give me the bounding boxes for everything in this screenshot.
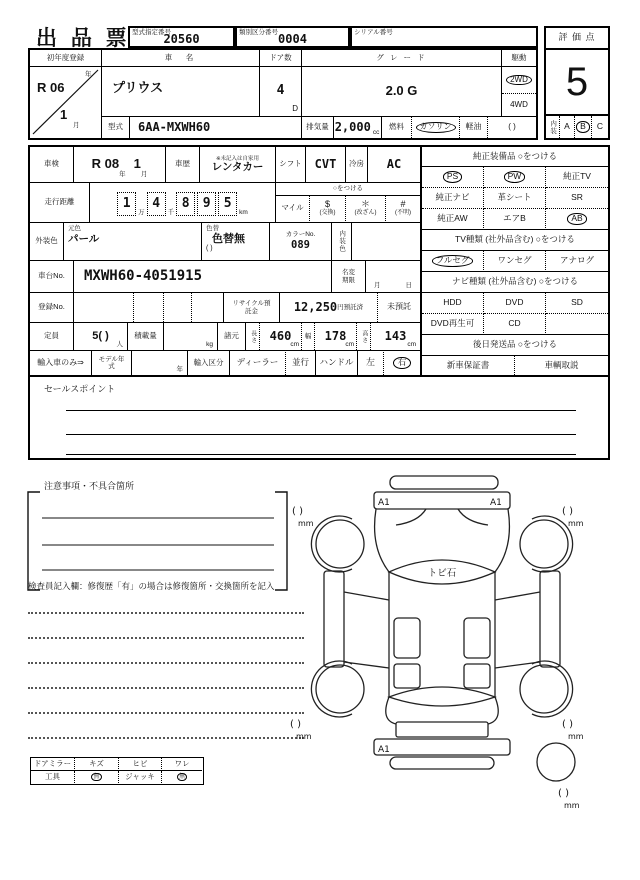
height-value: 143 cm	[371, 322, 420, 350]
model-year-label: モデル年式	[92, 350, 132, 375]
class-code-value: 0004	[278, 32, 307, 47]
reg-year: R 06	[37, 80, 65, 95]
sales-line-1	[66, 410, 576, 411]
drive-2wd: 2WD	[502, 67, 536, 94]
car-name-value: プリウス	[102, 67, 260, 116]
model-code-label: 型式指定番号	[132, 29, 171, 36]
odo-d3: 5	[218, 192, 237, 216]
tread-bracket-rr: ( )	[562, 719, 573, 730]
ac-value: AC	[386, 156, 402, 171]
wheel-front-right	[520, 520, 568, 568]
import-only-label: 輸入車のみ⇒	[30, 350, 92, 375]
sales-point-area	[30, 375, 608, 458]
inspector-line-1	[28, 612, 304, 614]
score-label-box: 評 価 点	[544, 26, 610, 50]
tools-kizu: キズ	[75, 758, 119, 771]
mileage-dollar: $ (交換)	[310, 196, 346, 221]
spare-tire	[537, 743, 575, 781]
width-label: 幅	[302, 322, 315, 350]
odometer	[90, 182, 276, 222]
displacement-value: 2,000 cc	[334, 116, 382, 138]
color-change-paren: ( )	[206, 245, 213, 253]
color-change-label: 色替	[206, 225, 219, 232]
drive-4wd: 4WD	[510, 99, 528, 109]
stone-chip-note: トビ石	[427, 568, 457, 579]
interior-grade-label: 内装	[546, 116, 560, 138]
wheel-front-left	[316, 520, 364, 568]
regno-label: 登録No.	[30, 292, 74, 322]
model-code-box	[128, 26, 235, 48]
sales-point-label: セールスポイント	[44, 384, 116, 394]
exterior-base	[64, 222, 202, 260]
mileage-hash: # (不明)	[395, 199, 411, 217]
mileage-label: 走行距離	[30, 182, 90, 222]
equipment-header: 純正装備品 ○をつける	[422, 147, 608, 167]
length-label: 長さ	[246, 322, 260, 350]
not-deposited: 未預託	[378, 292, 420, 322]
equip-ab: AB	[546, 209, 608, 230]
equipment-column	[420, 147, 608, 375]
detail-box	[28, 145, 610, 460]
equip-aw: 純正AW	[422, 209, 484, 230]
first-registration-label: 初年度登録	[30, 50, 101, 67]
tv-fullseg: フルセグ	[422, 251, 484, 272]
doors-value: 4 D	[260, 67, 302, 116]
fuel-label: 燃料	[382, 116, 412, 138]
equip-pw: PW	[484, 167, 546, 188]
regno-cell-1	[74, 292, 134, 322]
handle-left: 左	[358, 350, 384, 375]
doors-mark: D	[292, 104, 298, 114]
chassis-value: MXWH60-4051915	[74, 260, 332, 292]
tools-table	[30, 757, 204, 785]
side-panel-left	[324, 571, 344, 667]
class-code-box	[235, 26, 350, 48]
history-note: ※未記入は自家用	[215, 155, 260, 162]
sales-line-3	[66, 454, 576, 455]
shaken-label: 車検	[30, 147, 74, 182]
shaken-value: R 08 年 1 月	[74, 147, 166, 182]
inspector-line-6	[28, 737, 304, 739]
damage-code-front-left: A1	[378, 498, 390, 508]
tread-unit-rr: mm	[568, 732, 584, 741]
odo-man: 1	[117, 192, 136, 216]
tread-bracket-spare: ( )	[558, 788, 569, 799]
regno-cell-2	[134, 292, 164, 322]
serial-box	[350, 26, 538, 48]
odo-d2: 9	[197, 192, 216, 216]
inspector-note: 検査員記入欄：修復歴「有」の場合は修復箇所・交換箇所を記入	[28, 581, 275, 591]
tools-hibi: ヒビ	[119, 758, 162, 771]
rear-bumper	[390, 757, 494, 769]
exterior-label: 外装色	[30, 222, 64, 260]
fuel-gasoline: ガソリン	[412, 116, 460, 138]
sales-line-2	[66, 434, 576, 435]
tread-bracket-fr: ( )	[562, 506, 573, 517]
tv-type-header: TV種類 (社外品含む) ○をつける	[422, 230, 608, 251]
navi-dvd: DVD	[484, 293, 546, 314]
navi-sd: SD	[546, 293, 608, 314]
tread-unit-spare: mm	[564, 801, 580, 810]
odo-sen: 4	[147, 192, 166, 216]
doors-label: ドア数	[260, 50, 302, 67]
side-panel-right	[540, 571, 560, 667]
serial-label: シリアル番号	[354, 29, 393, 36]
notes-label: 注意事項・不具合箇所	[44, 481, 135, 491]
inspector-line-2	[28, 637, 304, 639]
tools-kougu-mark: 無	[75, 771, 119, 783]
equip-leather: 革シート	[484, 188, 546, 209]
model-year-value: 年	[132, 350, 188, 375]
tread-unit-fl: mm	[298, 519, 314, 528]
navi-hdd: HDD	[422, 293, 484, 314]
inspector-line-5	[28, 712, 304, 714]
tread-bracket-rl: ( )	[290, 719, 301, 730]
equip-navi: 純正ナビ	[422, 188, 484, 209]
tools-jack: ジャッキ	[119, 771, 162, 783]
history-label: 車歴	[166, 147, 200, 182]
car-name-label: 車 名	[102, 50, 260, 67]
recycle-label: リサイクル預託金	[224, 292, 280, 322]
tools-doormirror: ドアミラー	[31, 758, 75, 771]
import-dealer: ディーラー	[230, 350, 286, 375]
ship-manual: 車輌取説	[544, 359, 579, 370]
inspector-line-4	[28, 687, 304, 689]
recycle-value: 12,250 円預託済	[280, 292, 378, 322]
import-class-label: 輸入区分	[188, 350, 230, 375]
displacement-unit: cc	[372, 128, 380, 136]
rename-deadline-label: 名変期限	[332, 260, 366, 292]
rear-panel	[374, 739, 510, 755]
mileage-unit-box	[276, 182, 420, 222]
tread-unit-fr: mm	[568, 519, 584, 528]
rear-window	[389, 687, 495, 706]
inspector-line-3	[28, 662, 304, 664]
navi-cd: CD	[484, 314, 546, 335]
history-value: ※未記入は自家用 レンタカー	[200, 147, 276, 182]
mileage-mark-header: ○をつける	[276, 183, 420, 196]
fuel-other-paren: ( )	[488, 116, 536, 138]
tools-kougu: 工具	[31, 771, 75, 783]
spec-label: 諸元	[218, 322, 246, 350]
front-bumper	[390, 476, 498, 489]
base-color-label: 元色	[68, 225, 81, 232]
grade-label: グ レ ー ド	[302, 50, 502, 67]
capacity-label: 定員	[30, 322, 74, 350]
color-change-value: 色替無	[212, 233, 245, 246]
model-label: 型式	[102, 116, 130, 138]
vehicle-info-box	[28, 48, 538, 140]
navi-empty	[546, 314, 608, 335]
exterior-change	[202, 222, 270, 260]
grade-value: 2.0 G	[302, 67, 502, 116]
interior-grade-c: C	[596, 121, 604, 132]
shaken-month: 1	[133, 156, 141, 172]
car-damage-diagram	[290, 472, 600, 817]
model-code-value: 20560	[163, 32, 200, 47]
navi-type-header: ナビ種類 (社外品含む) ○をつける	[422, 272, 608, 293]
capacity-value: 5( ) 人	[74, 322, 128, 350]
reg-month-suffix: 月	[73, 122, 80, 129]
width-value: 178 cm	[315, 322, 357, 350]
interior-color-value	[352, 222, 420, 260]
tv-analog: アナログ	[546, 251, 608, 272]
odo-man-unit: 万	[138, 208, 145, 216]
drive-label: 駆動	[502, 50, 536, 67]
shift-label: シフト	[276, 147, 306, 182]
shaken-month-suffix: 月	[140, 170, 148, 178]
model-value: 6AA-MXWH60	[130, 116, 302, 138]
trunk-lid	[396, 722, 488, 737]
odo-sen-unit: 千	[167, 208, 175, 216]
interior-grade-b: B	[575, 116, 592, 138]
class-code-label: 類別区分番号	[239, 29, 278, 36]
mileage-mile: マイル	[276, 196, 310, 221]
wheel-rear-right	[520, 665, 568, 713]
regno-cell-3	[164, 292, 192, 322]
equip-airb: エアB	[484, 209, 546, 230]
rename-deadline-value: 月 日	[366, 260, 420, 292]
handle-label: ハンドル	[316, 350, 358, 375]
tread-bracket-fl: ( )	[292, 506, 303, 517]
equip-sr: SR	[546, 188, 608, 209]
regno-cell-4	[192, 292, 224, 322]
damage-code-rear: A1	[378, 745, 390, 755]
shift-value: CVT	[306, 147, 346, 182]
chassis-label: 車台No.	[30, 260, 74, 292]
fuel-diesel: 軽油	[460, 116, 488, 138]
interior-grade-box	[544, 114, 610, 140]
interior-grade-a: A	[560, 116, 575, 138]
interior-color-label: 内装色	[332, 222, 352, 260]
reg-month: 1	[60, 107, 68, 122]
shipping-header: 後日発送品 ○をつける	[422, 335, 608, 356]
color-no: カラーNo. 089	[270, 222, 332, 260]
height-label: 高さ	[357, 322, 371, 350]
wheel-rear-left	[316, 665, 364, 713]
first-registration-cell	[30, 50, 102, 138]
sheet-title: 出 品 票	[36, 27, 131, 50]
ship-warranty: 新車保証書	[422, 356, 515, 375]
tread-unit-rl: mm	[296, 732, 312, 741]
odo-unit: km	[239, 208, 248, 216]
score-value-box: 5	[544, 48, 610, 116]
odo-d1: 8	[176, 192, 195, 216]
import-parallel: 並行	[286, 350, 316, 375]
handle-right: 右	[384, 350, 420, 375]
length-value: 460 cm	[260, 322, 302, 350]
tools-jack-mark: 無	[178, 773, 185, 780]
equip-tv: 純正TV	[546, 167, 608, 188]
ac-label: 冷房	[346, 147, 368, 182]
reg-year-suffix: 年	[85, 71, 92, 78]
mileage-star: ＊ (改ざん)	[346, 196, 386, 221]
navi-dvd-play: DVD再生可	[422, 314, 484, 335]
damage-code-front-right: A1	[490, 498, 502, 508]
equip-ps: PS	[422, 167, 484, 188]
displacement-label: 排気量	[302, 116, 334, 138]
load-value: kg	[164, 322, 218, 350]
tools-ware: ワレ	[162, 758, 202, 771]
base-color-value: パール	[68, 233, 100, 246]
load-label: 積載量	[128, 322, 164, 350]
tv-oneseg: ワンセグ	[484, 251, 546, 272]
shaken-year-suffix: 年	[119, 170, 126, 178]
